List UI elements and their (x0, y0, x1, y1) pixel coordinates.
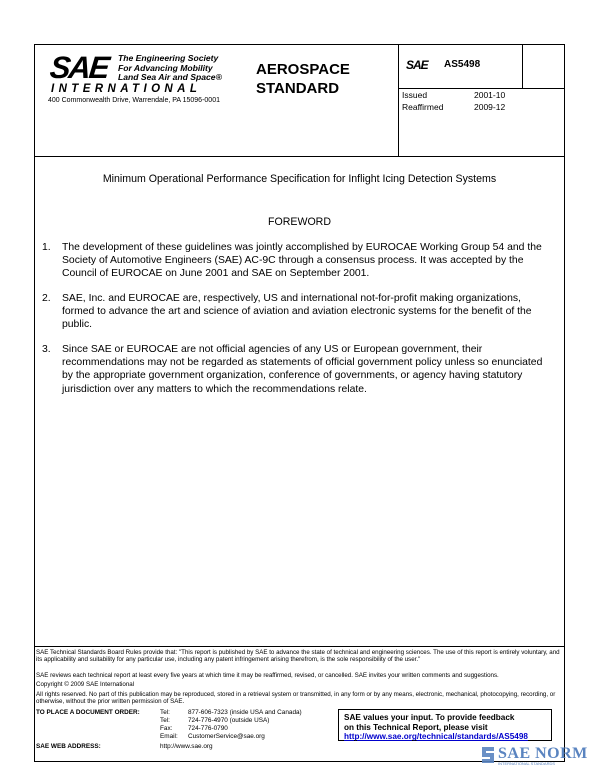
tagline-line-3: Land Sea Air and Space® (118, 72, 222, 82)
logo-international: INTERNATIONAL (51, 83, 202, 95)
header-divider (34, 156, 565, 157)
feedback-line-2: on this Technical Report, please visit (344, 722, 488, 732)
contact-tel-domestic: Tel: 877-606-7323 (inside USA and Canada) (160, 709, 302, 716)
reaffirmed-label: Reaffirmed (402, 102, 444, 112)
foreword-paragraph-1 (42, 241, 550, 281)
watermark-subtext: INTERNATIONAL STANDARDS (498, 761, 556, 766)
review-note: SAE reviews each technical report at least every five years at which time it may be reaffirmed, revised, or cancelled. SAE invites your written comments and suggestions. (36, 672, 499, 679)
reaffirmed-value: 2009-12 (474, 102, 506, 112)
web-address-label: SAE WEB ADDRESS: (36, 743, 101, 750)
sae-logo-mark: SAE (48, 50, 110, 85)
feedback-link[interactable]: http://www.sae.org/technical/standards/AS5498 (344, 732, 528, 741)
feedback-box (338, 709, 552, 741)
doc-number-divider (398, 44, 399, 156)
contact-email[interactable]: Email: CustomerService@sae.org (160, 733, 265, 740)
paragraph-number: 1. (42, 242, 51, 253)
logo-tagline (118, 54, 258, 83)
issued-row (402, 90, 505, 100)
sae-address: 400 Commonwealth Drive, Warrendale, PA 15096-0001 (48, 97, 220, 104)
watermark-icon (478, 743, 498, 767)
issued-label: Issued (402, 90, 428, 100)
reaffirmed-row (402, 102, 505, 112)
document-title: Minimum Operational Performance Specification for Inflight Icing Detection Systems (102, 173, 497, 185)
rights-note: All rights reserved. No part of this publication may be reproduced, stored in a retrieval system or transmitted, in any form or by any means, electronic, mechanical, photocopying, recording, or otherwise, without the prior written permission of SAE. (36, 691, 556, 706)
tagline-line-1: The Engineering Society (118, 53, 219, 63)
web-address-link[interactable]: http://www.sae.org (160, 743, 213, 750)
registered-mark: ® (215, 72, 222, 82)
standard-type-line-2: STANDARD (256, 80, 340, 97)
contact-fax: Fax: 724-776-0790 (160, 725, 228, 732)
paragraph-number: 2. (42, 293, 51, 304)
tagline-line-2: For Advancing Mobility (118, 62, 213, 73)
order-label: TO PLACE A DOCUMENT ORDER: (36, 709, 140, 716)
paragraph-text: Since SAE or EUROCAE are not official agencies of any US or European government, their recommendations may not be regarded as statements of official government policy unless so enunciated by the appropriate government organization, conference of governments, or agency having statutory jurisdiction over any matters to which the recommendations relate. (62, 344, 543, 395)
foreword-heading: FOREWORD (268, 216, 331, 228)
contact-tel-intl: Tel: 724-776-4970 (outside USA) (160, 717, 270, 724)
doc-box-divider (522, 44, 523, 88)
doc-box-rule (398, 88, 565, 89)
paragraph-text: SAE, Inc. and EUROCAE are, respectively, US and international not-for-profit making organizations, formed to advance the art and science of aviation and aviation electronic systems for the benefit of the public. (62, 293, 532, 331)
standard-type (256, 60, 350, 98)
standard-type-line-1: AEROSPACE (256, 61, 350, 78)
paragraph-number: 3. (42, 344, 51, 355)
sae-norm-watermark (478, 742, 588, 768)
paragraph-text: The development of these guidelines was jointly accomplished by EUROCAE Working Group 54 and the Society of Automotive Engineers (SAE) AC-9C through a consensus process. It was accepted by the Council of EUROCAE on June 2001 and SAE on September 2001. (62, 242, 542, 280)
footer-divider (34, 646, 565, 647)
foreword-paragraph-2 (42, 292, 550, 332)
sae-small-logo: SAE (406, 58, 428, 72)
issued-value: 2001-10 (474, 90, 506, 100)
foreword-paragraph-3 (42, 343, 550, 396)
watermark-text: SAE NORM (498, 745, 588, 762)
copyright-note: Copyright © 2009 SAE International (36, 681, 135, 688)
document-number: AS5498 (444, 59, 481, 70)
board-rules-note: SAE Technical Standards Board Rules provide that: "This report is published by SAE to advance the state of technical and engineering sciences. The use of this report is entirely voluntary, and its applicability and suitability for any particular use, including any patent infringement arising therefrom, is the sole responsibility of the user." (36, 649, 560, 664)
feedback-line-1: SAE values your input. To provide feedback (344, 713, 515, 722)
